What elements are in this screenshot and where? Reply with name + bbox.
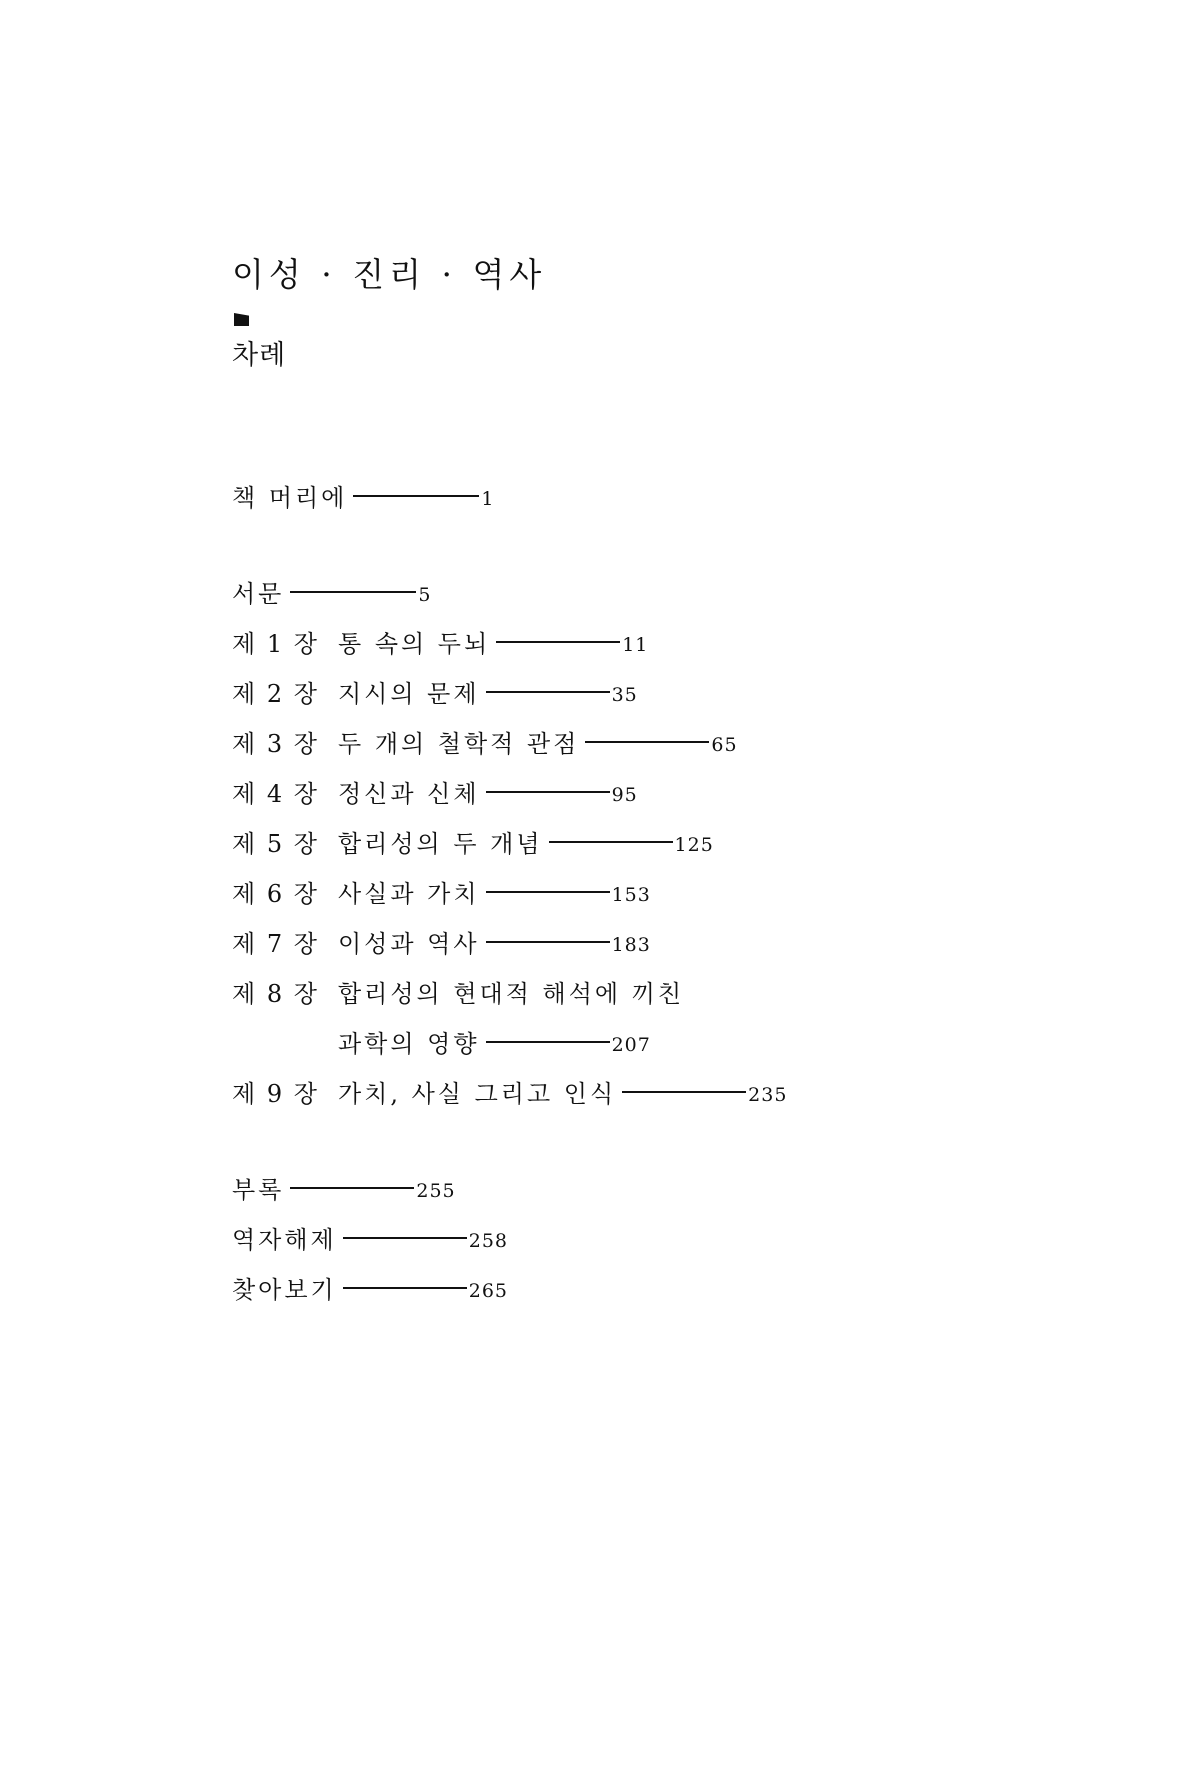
leader-line (549, 841, 673, 843)
leader-line (496, 641, 620, 643)
toc-entry-chapter-5 (232, 824, 714, 858)
toc-entry-title: 이성과 역사 (338, 929, 480, 958)
toc-entry-page: 5 (418, 584, 432, 606)
toc-chapter-number: 제 5 장 (232, 829, 319, 858)
toc-entry-title: 사실과 가치 (338, 879, 480, 908)
toc-entry-title: 책 머리에 (232, 483, 348, 512)
toc-entry-title: 정신과 신체 (338, 779, 480, 808)
toc-entry-page: 258 (468, 1230, 509, 1252)
leader-line (486, 941, 610, 943)
toc-entry-page: 1 (481, 488, 495, 510)
leader-line (486, 791, 610, 793)
toc-entry-page: 207 (611, 1034, 651, 1056)
toc-entry-title: 찾아보기 (232, 1275, 337, 1304)
leader-line (290, 591, 416, 593)
leader-line (486, 891, 610, 893)
toc-entry-page: 125 (674, 834, 714, 856)
toc-entry-chapter-8-continued (232, 1024, 651, 1058)
toc-entry-page: 11 (622, 634, 649, 656)
leader-line (585, 741, 709, 743)
toc-entry-page: 153 (611, 884, 651, 906)
toc-chapter-number: 제 6 장 (232, 879, 319, 908)
toc-entry-chapter-4 (232, 774, 638, 808)
toc-entry-title: 과학의 영향 (338, 1029, 480, 1058)
toc-entry-introduction (232, 574, 431, 608)
leader-line (290, 1187, 414, 1189)
toc-entry-title: 서문 (232, 579, 285, 608)
leader-line (343, 1287, 467, 1289)
toc-entry-page: 255 (416, 1180, 456, 1202)
toc-chapter-number: 제 1 장 (232, 629, 319, 658)
toc-entry-chapter-9 (232, 1074, 787, 1108)
leader-line (622, 1091, 746, 1093)
toc-entry-preface (232, 478, 494, 512)
toc-entry-chapter-7 (232, 924, 651, 958)
toc-entry-page: 65 (711, 734, 738, 756)
toc-entry-title: 합리성의 현대적 해석에 끼친 (338, 979, 685, 1008)
toc-entry-page: 235 (748, 1084, 788, 1106)
toc-entry-title: 두 개의 철학적 관점 (338, 729, 580, 758)
leader-line (486, 691, 610, 693)
toc-entry-page: 265 (468, 1280, 509, 1302)
toc-chapter-number: 제 7 장 (232, 929, 319, 958)
toc-entry-title: 역자해제 (232, 1225, 337, 1254)
toc-heading: 차례 (232, 340, 287, 371)
toc-entry-page: 183 (611, 934, 651, 956)
toc-chapter-number: 제 9 장 (232, 1079, 319, 1108)
toc-entry-title: 합리성의 두 개념 (338, 829, 543, 858)
toc-entry-chapter-6 (232, 874, 651, 908)
toc-entry-page: 35 (611, 684, 638, 706)
toc-chapter-number: 제 3 장 (232, 729, 319, 758)
toc-entry-title: 통 속의 두뇌 (338, 629, 491, 658)
toc-entry-appendix (232, 1170, 456, 1204)
toc-entry-translator-commentary (232, 1220, 508, 1254)
toc-entry-page: 95 (611, 784, 638, 806)
toc-chapter-number: 제 2 장 (232, 679, 319, 708)
toc-entry-chapter-1 (232, 624, 648, 658)
toc-entry-chapter-3 (232, 724, 738, 758)
leader-line (486, 1041, 610, 1043)
toc-chapter-number: 제 8 장 (232, 979, 319, 1008)
leader-line (343, 1237, 467, 1239)
book-title: 이성 · 진리 · 역사 (232, 255, 547, 294)
toc-entry-chapter-2 (232, 674, 638, 708)
toc-entry-chapter-8 (232, 974, 684, 1008)
leader-line (353, 495, 479, 497)
toc-entry-title: 가치, 사실 그리고 인식 (338, 1079, 617, 1108)
toc-chapter-number: 제 4 장 (232, 779, 319, 808)
square-bullet-mark (234, 313, 249, 326)
toc-entry-index (232, 1270, 508, 1304)
toc-entry-title: 부록 (232, 1175, 285, 1204)
toc-entry-title: 지시의 문제 (338, 679, 480, 708)
